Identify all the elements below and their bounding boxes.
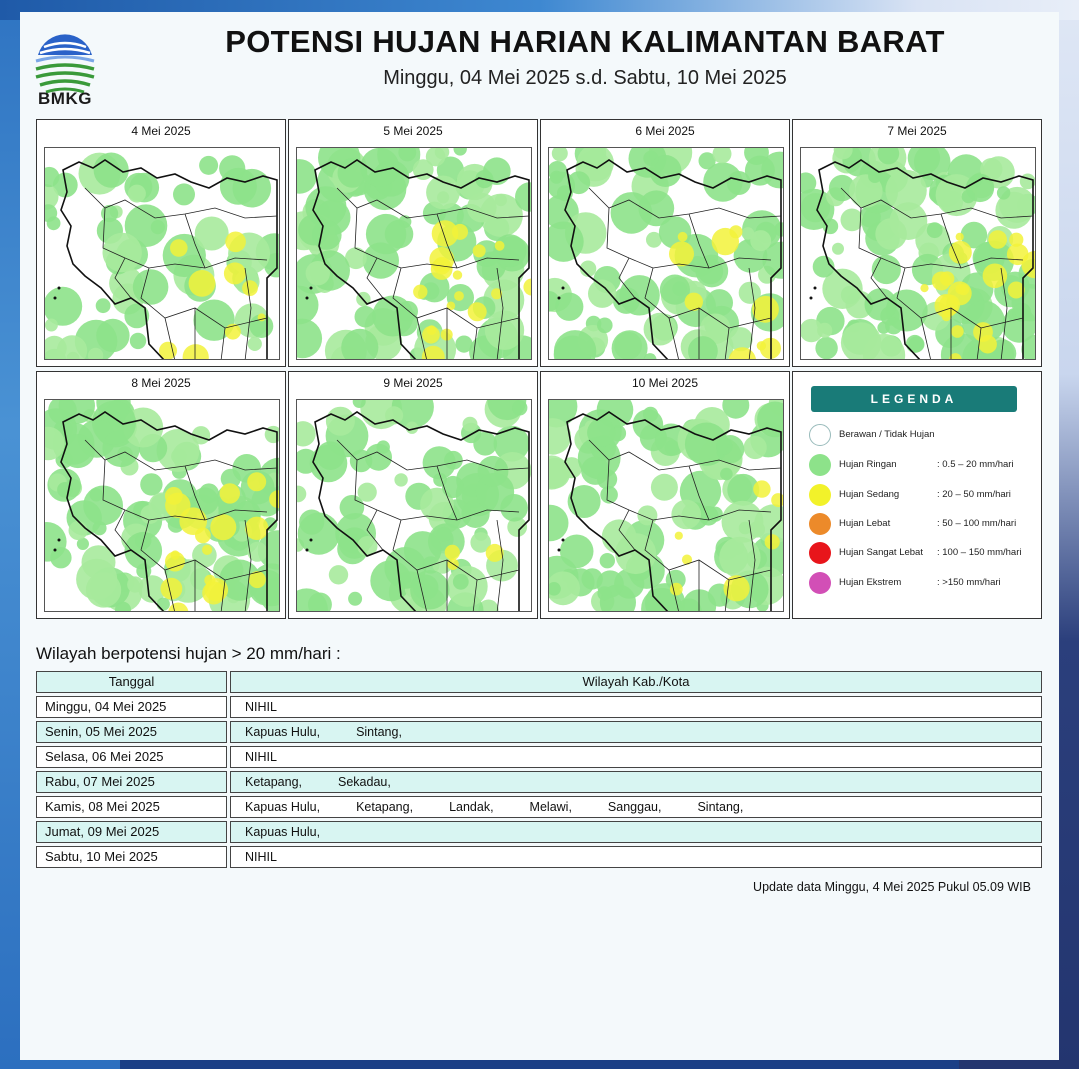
rain-light-area [136, 563, 151, 578]
rain-light-area [478, 456, 509, 487]
legend-name: Hujan Sedang [839, 489, 900, 500]
rain-light-area [96, 298, 111, 313]
rain-moderate-area [195, 528, 211, 544]
table-cell-regions [230, 796, 1042, 818]
island-marker [306, 549, 309, 552]
logo-text: BMKG [38, 89, 92, 108]
rain-moderate-area [242, 280, 258, 296]
rain-moderate-area [765, 534, 780, 549]
rain-moderate-area [245, 517, 268, 540]
legend-swatch [809, 424, 831, 446]
rain-light-area [247, 542, 267, 562]
rain-light-area [650, 155, 682, 187]
rain-light-area [394, 473, 407, 486]
island-marker [58, 539, 61, 542]
legend-item [809, 513, 1039, 537]
island-marker [306, 297, 309, 300]
legend-swatch [809, 454, 831, 476]
rainfall-map [800, 147, 1036, 360]
legend-item [809, 424, 1039, 448]
rain-light-area [437, 191, 449, 203]
island-marker [562, 287, 565, 290]
map-panel [36, 371, 286, 619]
rain-light-area [815, 337, 837, 359]
map-panel [36, 119, 286, 367]
map-panel [540, 119, 790, 367]
rain-moderate-area [454, 291, 464, 301]
region-name: Sintang, [356, 725, 402, 739]
legend-swatch [809, 542, 831, 564]
rain-light-area [219, 155, 245, 181]
page-subtitle: Minggu, 04 Mei 2025 s.d. Sabtu, 10 Mei 2025 [383, 67, 787, 89]
rain-moderate-area [951, 325, 964, 338]
legend-item [809, 454, 1039, 478]
legend-name: Berawan / Tidak Hujan [839, 429, 935, 440]
rain-light-area [195, 217, 229, 251]
rain-moderate-area [670, 583, 683, 596]
rain-light-area [410, 570, 449, 609]
rain-light-area [512, 400, 527, 415]
rain-light-area [365, 444, 392, 471]
legend-range: : 0.5 – 20 mm/hari [937, 459, 1014, 470]
island-marker [558, 297, 561, 300]
rain-light-area [348, 592, 362, 606]
region-name: Ketapang, [245, 775, 302, 789]
rain-moderate-area [1008, 282, 1025, 299]
rain-moderate-area [165, 493, 190, 518]
rain-moderate-area [1009, 233, 1023, 247]
island-marker [814, 287, 817, 290]
rain-light-area [76, 559, 117, 600]
rain-light-area [442, 476, 464, 498]
page-title: POTENSI HUJAN HARIAN KALIMANTAN BARAT [225, 24, 945, 59]
legend-range: : 20 – 50 mm/hari [937, 489, 1011, 500]
rain-light-area [600, 553, 615, 568]
rain-moderate-area [225, 232, 246, 253]
table-header-region: Wilayah Kab./Kota [230, 671, 1042, 693]
rain-moderate-area [453, 270, 462, 279]
legend-title: LEGENDA [811, 386, 1017, 412]
rain-moderate-area [675, 532, 683, 540]
legend-range: : 100 – 150 mm/hari [937, 547, 1022, 558]
rain-light-area [588, 280, 616, 308]
table-cell-date: Sabtu, 10 Mei 2025 [36, 846, 227, 868]
rain-moderate-area [468, 302, 487, 321]
region-name: Landak, [449, 800, 494, 814]
rainfall-map [44, 147, 280, 360]
rain-light-area [96, 319, 129, 352]
table-cell-regions [230, 746, 1042, 768]
map-grid [36, 119, 1044, 623]
rain-moderate-area [678, 232, 688, 242]
rain-light-area [698, 259, 723, 284]
rain-light-area [962, 190, 976, 204]
map-date-label: 8 Mei 2025 [131, 376, 191, 390]
rain-light-area [453, 574, 469, 590]
rain-light-area [483, 157, 511, 185]
rainfall-map [296, 147, 532, 360]
rain-light-area [699, 506, 719, 526]
table-cell-regions [230, 721, 1042, 743]
rain-light-area [885, 317, 902, 334]
legend-item [809, 542, 1039, 566]
rain-moderate-area [669, 241, 694, 266]
table-cell-regions [230, 821, 1042, 843]
rain-moderate-area [413, 285, 427, 299]
rain-light-area [597, 318, 613, 334]
rain-light-area [651, 474, 678, 501]
island-marker [810, 297, 813, 300]
rain-light-area [69, 521, 88, 540]
rain-light-area [128, 185, 146, 203]
rain-moderate-area [753, 480, 770, 497]
island-marker [58, 287, 61, 290]
map-date-label: 9 Mei 2025 [383, 376, 443, 390]
rain-light-area [560, 535, 594, 569]
island-marker [558, 549, 561, 552]
table-cell-date: Senin, 05 Mei 2025 [36, 721, 227, 743]
rain-moderate-area [712, 228, 739, 255]
rain-light-area [133, 269, 169, 305]
rainfall-map [44, 399, 280, 612]
rain-light-area [927, 222, 943, 238]
rain-moderate-area [752, 296, 779, 323]
rain-light-area [865, 288, 897, 320]
legend-range: : 50 – 100 mm/hari [937, 518, 1017, 529]
legend-name: Hujan Sangat Lebat [839, 547, 923, 558]
rain-light-area [47, 216, 61, 230]
rain-light-area [832, 243, 844, 255]
rain-light-area [199, 156, 218, 175]
rain-light-area [473, 432, 497, 456]
rain-moderate-area [224, 262, 246, 284]
rain-light-area [720, 468, 733, 481]
info-sheet [20, 12, 1059, 1060]
legend-name: Hujan Ringan [839, 459, 897, 470]
rain-moderate-area [685, 293, 703, 311]
rain-light-area [366, 214, 406, 254]
island-marker [562, 539, 565, 542]
rain-moderate-area [473, 244, 486, 257]
rain-light-area [437, 527, 452, 542]
rain-light-area [581, 457, 609, 485]
rainfall-map [296, 399, 532, 612]
rain-light-area [744, 436, 767, 459]
island-marker [54, 549, 57, 552]
table-cell-date: Selasa, 06 Mei 2025 [36, 746, 227, 768]
rain-light-area [248, 337, 262, 351]
rain-moderate-area [220, 483, 240, 503]
table-cell-date: Rabu, 07 Mei 2025 [36, 771, 227, 793]
rain-moderate-area [956, 233, 964, 241]
rain-light-area [130, 333, 146, 349]
rain-light-area [750, 230, 771, 251]
rain-light-area [103, 233, 142, 272]
rain-moderate-area [920, 284, 928, 292]
rain-moderate-area [210, 514, 236, 540]
rain-light-area [173, 183, 195, 205]
rain-light-area [500, 494, 528, 522]
rain-light-area [45, 319, 58, 332]
rain-moderate-area [247, 472, 266, 491]
rain-light-area [157, 598, 170, 611]
rain-moderate-area [495, 241, 505, 251]
section-heading: Wilayah berpotensi hujan > 20 mm/hari : [36, 644, 341, 663]
update-note: Update data Minggu, 4 Mei 2025 Pukul 05.09 WIB [753, 880, 1031, 894]
legend-range: : >150 mm/hari [937, 577, 1001, 588]
rain-light-area [637, 505, 657, 525]
legend-item [809, 484, 1039, 508]
rain-moderate-area [949, 241, 972, 264]
map-panel [288, 371, 538, 619]
rain-light-area [875, 218, 907, 250]
rain-light-area [997, 186, 1010, 199]
rain-light-area [358, 483, 377, 502]
rain-light-area [817, 323, 832, 338]
rain-moderate-area [432, 220, 459, 247]
rain-light-area [326, 407, 355, 436]
rain-light-area [463, 417, 478, 432]
region-name: NIHIL [245, 700, 277, 714]
map-date-label: 7 Mei 2025 [887, 124, 947, 138]
rain-moderate-area [189, 270, 216, 297]
map-panel [288, 119, 538, 367]
island-marker [310, 539, 313, 542]
rainfall-map [548, 147, 784, 360]
legend-swatch [809, 484, 831, 506]
legend-name: Hujan Ekstrem [839, 577, 902, 588]
legend-swatch [809, 513, 831, 535]
map-panel [540, 371, 790, 619]
region-name: Ketapang, [356, 800, 414, 814]
map-date-label: 5 Mei 2025 [383, 124, 443, 138]
rain-light-area [597, 586, 611, 600]
rain-moderate-area [935, 294, 959, 318]
map-date-label: 10 Mei 2025 [631, 376, 699, 390]
rain-light-area [716, 438, 733, 455]
rain-moderate-area [202, 545, 212, 555]
map-panel [792, 119, 1042, 367]
region-name: Kapuas Hulu, [245, 825, 321, 839]
rain-moderate-area [940, 271, 955, 286]
table-cell-regions [230, 696, 1042, 718]
rain-moderate-area [170, 239, 188, 257]
region-name: NIHIL [245, 750, 277, 764]
region-name: Kapuas Hulu, [245, 725, 321, 739]
rain-light-area [310, 445, 348, 483]
rain-light-area [671, 500, 701, 530]
table-cell-date: Jumat, 09 Mei 2025 [36, 821, 227, 843]
rain-light-area [101, 205, 118, 222]
rain-moderate-area [445, 545, 460, 560]
region-name: Sekadau, [338, 775, 391, 789]
legend-swatch [809, 572, 831, 594]
rain-moderate-area [422, 326, 440, 344]
map-date-label: 6 Mei 2025 [635, 124, 695, 138]
region-name: Melawi, [529, 800, 572, 814]
rain-light-area [372, 296, 413, 337]
rain-moderate-area [171, 550, 180, 559]
rainfall-map [548, 399, 784, 612]
legend-item [809, 572, 1039, 596]
rain-light-area [151, 220, 165, 234]
region-name: Sanggau, [607, 800, 662, 814]
rain-light-area [823, 219, 839, 235]
region-name: NIHIL [245, 850, 277, 864]
rain-light-area [94, 153, 129, 188]
rain-light-area [872, 255, 901, 284]
region-name: Sintang, [697, 800, 744, 814]
table-cell-regions [230, 771, 1042, 793]
island-marker [310, 287, 313, 290]
table-header-date: Tanggal [36, 671, 227, 693]
rain-light-area [90, 488, 103, 501]
rain-light-area [455, 336, 472, 353]
table-cell-date: Kamis, 08 Mei 2025 [36, 796, 227, 818]
rain-moderate-area [988, 230, 1007, 249]
rain-light-area [906, 335, 924, 353]
map-date-label: 4 Mei 2025 [131, 124, 191, 138]
legend-panel [792, 371, 1042, 619]
rain-light-area [299, 510, 324, 535]
rain-light-area [298, 214, 329, 245]
rain-light-area [140, 473, 162, 495]
region-name: Kapuas Hulu, [245, 800, 321, 814]
rain-light-area [611, 192, 653, 234]
table-cell-regions [230, 846, 1042, 868]
island-marker [54, 297, 57, 300]
rain-light-area [329, 565, 348, 584]
table-cell-date: Minggu, 04 Mei 2025 [36, 696, 227, 718]
legend-name: Hujan Lebat [839, 518, 891, 529]
